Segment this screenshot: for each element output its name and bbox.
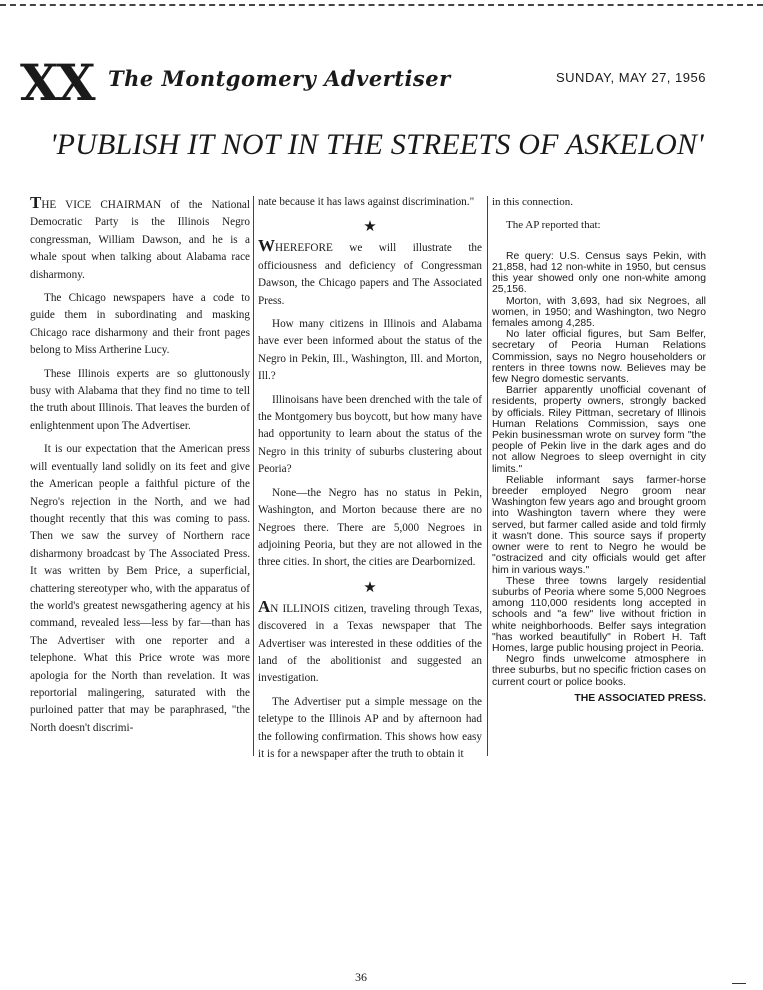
ap-signature: THE ASSOCIATED PRESS. [574, 692, 706, 704]
ap-paragraph: Barrier apparently unofficial covenant of residents, property owners, strongly backed by officials. Riley Pittman, secretary of Illinois Human Relations Commission, says one Pekin businessman wrote on survey form "the people of Pekin live in the dark ages and do not allow Negroes to sleep overnight in city limits." [492, 385, 706, 475]
column-1 [30, 194, 250, 743]
ap-paragraph: These three towns largely residential suburbs of Peoria where some 5,000 Negroes among 110,000 residents long accepted in schools and "a few" live without friction in white neighborhoods. Belfer says integration "has worked beautifully" in Robert H. Taft Homes, large public housing project in Peoria. [492, 575, 706, 654]
paragraph: It is our expectation that the American press will eventually land solidly on its feet and give the American people a faithful picture of the Negro's rejection in the North, and we had thought recently that this was coming to pass. Then we saw the survey of Northern race disharmony broadcast by The Associated Press. It was written by Bem Price, a superficial, chattering stereotyper who, with the apparatus of the world's greatest newsgathering agency at his command, revealed less—less by far—than has The Advertiser with one reporter and a telephone. What this Price wrote was more apologia for the North than revelation. It was reportorial malingering, saturated with the purloined patter that may be paraphrased, "the North doesn't discrimi- [30, 443, 250, 734]
star-separator: ★ [363, 579, 377, 596]
initial-letter: T [30, 193, 42, 212]
paragraph-text: HE VICE CHAIRMAN of the National Democratic Party is the Illinois Negro congressman, William Dawson, and he is a whale spout when talking about Alabama race disharmony. [30, 199, 250, 281]
ap-paragraph: No later official figures, but Sam Belfer, secretary of Peoria Human Relations Commission, says no Negro householders or renters in three towns now. Believes may be few Negro domestic servants. [492, 329, 706, 386]
paragraph: How many citizens in Illinois and Alabama have ever been informed about the status of the Negro in Pekin, Ill., Washington, Ill. and Morton, Ill.? [258, 318, 482, 383]
paragraph: None—the Negro has no status in Pekin, Washington, and Morton because there are no Negroes there. There are 5,000 Negroes in adjoining Peoria, but they are not allowed in the three cities. In short, the cities are Dearbornized. [258, 486, 482, 569]
initial-letter: A [258, 596, 271, 616]
paragraph-text: N ILLINOIS citizen, traveling through Texas, discovered in a Texas newspaper that The Advertiser was interested in these oddities of the land of the abolitionist and suggested an investigation. [258, 602, 482, 685]
paragraph: Illinoisans have been drenched with the tale of the Montgomery bus boycott, but how many have had opportunity to learn about the status of the Negro in this trinity of suburbs clustering about Peoria? [258, 393, 482, 476]
paragraph: The Chicago newspapers have a code to guide them in subordinating and masking Chicago race disharmony and their front pages belong to Miss Artherine Lucy. [30, 292, 250, 357]
paragraph-text: HEREFORE we will illustrate the officiousness and deficiency of Congressman Dawson, the Chicago papers and The Associated Press. [258, 242, 482, 307]
newspaper-masthead: The Montgomery Advertiser [108, 66, 451, 91]
paragraph [258, 598, 482, 688]
scan-top-edge [0, 4, 763, 6]
column-divider [253, 196, 254, 756]
paragraph [30, 194, 250, 284]
edition-mark: XX [20, 53, 94, 112]
paragraph: in this connection. [492, 196, 573, 208]
paragraph: The Advertiser put a simple message on the teletype to the Illinois AP and by afternoon had the following confirmation. This shows how easy it is for a newspaper after the truth to obtain it [258, 695, 482, 760]
paragraph: nate because it has laws against discrimination." [258, 196, 475, 208]
ap-paragraph: Re query: U.S. Census says Pekin, with 21,858, had 12 non-white in 1950, but census this year showed only one non-white among 25,156. [492, 250, 706, 296]
editorial-headline: 'PUBLISH IT NOT IN THE STREETS OF ASKELON' [50, 128, 704, 161]
ap-paragraph: Reliable informant says farmer-horse breeder employed Negro groom near Washington few years ago and brought groom into Washington tavern where they were served, but farmer called aside and told firmly it wasn't done. This source says if property owner were to rent to Negro he would be "ostracized and city officials would get after him in various ways." [492, 474, 706, 576]
paragraph [258, 237, 482, 310]
paragraph: The AP reported that: [506, 219, 601, 232]
page-number: 36 [355, 970, 367, 984]
paragraph: These Illinois experts are so gluttonously busy with Alabama that they find no time to tell the truth about Illinois. That leaves the burden of enlightenment upon The Advertiser. [30, 367, 250, 432]
publication-date: SUNDAY, MAY 27, 1956 [556, 70, 706, 85]
ap-paragraph: Morton, with 3,693, had six Negroes, all women, in 1950; and Washington, two Negro females among 4,285. [492, 295, 706, 330]
ap-paragraph: Negro finds unwelcome atmosphere in three suburbs, but no specific friction cases on current court or police books. [492, 654, 706, 688]
column-2 [258, 194, 482, 769]
column-3 [492, 194, 706, 707]
column-divider [487, 196, 488, 756]
initial-letter: W [258, 236, 275, 256]
star-separator: ★ [363, 219, 377, 236]
scan-corner-mark [732, 983, 746, 984]
